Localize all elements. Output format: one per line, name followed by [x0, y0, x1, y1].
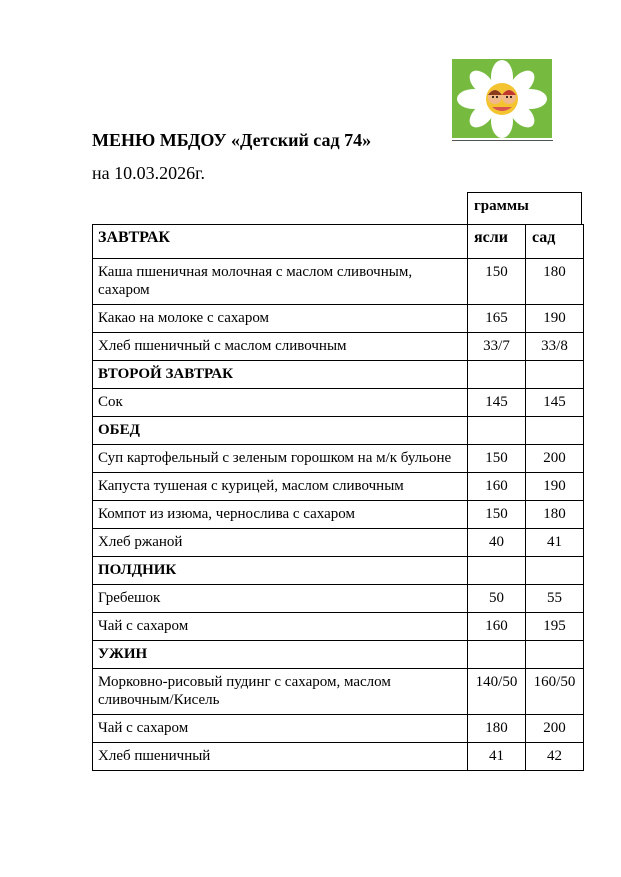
empty-cell: [526, 557, 584, 585]
portion-kindergarten: 195: [526, 613, 584, 641]
dish-name: Чай с сахаром: [93, 715, 468, 743]
dish-name: Какао на молоке с сахаром: [93, 305, 468, 333]
portion-nursery: 150: [468, 259, 526, 305]
portion-kindergarten: 41: [526, 529, 584, 557]
kindergarten-logo: [452, 59, 552, 138]
dish-name: Хлеб пшеничный: [93, 743, 468, 771]
section-heading: ОБЕД: [93, 417, 468, 445]
table-row: [93, 473, 584, 501]
column-header-kindergarten: сад: [526, 225, 584, 259]
portion-kindergarten: 190: [526, 473, 584, 501]
portion-nursery: 40: [468, 529, 526, 557]
logo-underline: [452, 140, 553, 141]
dish-name: Капуста тушеная с курицей, маслом сливочным: [93, 473, 468, 501]
flower-logo-icon: [452, 59, 552, 138]
empty-cell: [468, 641, 526, 669]
section-row: [93, 417, 584, 445]
empty-cell: [468, 361, 526, 389]
portion-kindergarten: 55: [526, 585, 584, 613]
empty-cell: [468, 417, 526, 445]
dish-name: Каша пшеничная молочная с маслом сливочным, сахаром: [93, 259, 468, 305]
table-row: [93, 305, 584, 333]
table-row: [93, 333, 584, 361]
empty-cell: [468, 557, 526, 585]
portion-nursery: 150: [468, 445, 526, 473]
portion-nursery: 145: [468, 389, 526, 417]
dish-name: Гребешок: [93, 585, 468, 613]
table-row: [93, 529, 584, 557]
table-row: [93, 715, 584, 743]
dish-name: Суп картофельный с зеленым горошком на м/к бульоне: [93, 445, 468, 473]
dish-name: Компот из изюма, чернослива с сахаром: [93, 501, 468, 529]
portion-nursery: 33/7: [468, 333, 526, 361]
section-heading: ПОЛДНИК: [93, 557, 468, 585]
dish-name: Морковно-рисовый пудинг с сахаром, маслом сливочным/Кисель: [93, 669, 468, 715]
dish-name: Чай с сахаром: [93, 613, 468, 641]
section-heading: ВТОРОЙ ЗАВТРАК: [93, 361, 468, 389]
dish-name: Хлеб ржаной: [93, 529, 468, 557]
section-heading: УЖИН: [93, 641, 468, 669]
empty-cell: [526, 361, 584, 389]
table-row: [93, 501, 584, 529]
portion-kindergarten: 145: [526, 389, 584, 417]
portion-nursery: 160: [468, 613, 526, 641]
empty-cell: [526, 417, 584, 445]
empty-cell: [526, 641, 584, 669]
menu-table-body: [93, 225, 584, 771]
column-header-nursery: ясли: [468, 225, 526, 259]
portion-kindergarten: 33/8: [526, 333, 584, 361]
table-row: [93, 259, 584, 305]
table-row: [93, 669, 584, 715]
portion-nursery: 50: [468, 585, 526, 613]
portion-nursery: 41: [468, 743, 526, 771]
portion-kindergarten: 190: [526, 305, 584, 333]
table-row: [93, 389, 584, 417]
section-row: [93, 557, 584, 585]
dish-name: Хлеб пшеничный с маслом сливочным: [93, 333, 468, 361]
portion-nursery: 140/50: [468, 669, 526, 715]
portion-kindergarten: 200: [526, 715, 584, 743]
section-heading: ЗАВТРАК: [93, 225, 468, 259]
section-row: [93, 641, 584, 669]
portion-kindergarten: 200: [526, 445, 584, 473]
page-title: МЕНЮ МБДОУ «Детский сад 74»: [92, 130, 372, 150]
portion-kindergarten: 42: [526, 743, 584, 771]
portion-kindergarten: 180: [526, 259, 584, 305]
portion-kindergarten: 160/50: [526, 669, 584, 715]
table-row: [93, 613, 584, 641]
menu-table: [92, 224, 584, 771]
table-row: [93, 585, 584, 613]
table-row: [93, 743, 584, 771]
portion-nursery: 180: [468, 715, 526, 743]
section-row: [93, 361, 584, 389]
table-row: [93, 445, 584, 473]
dish-name: Сок: [93, 389, 468, 417]
menu-date: на 10.03.2026г.: [92, 163, 205, 183]
table-header-row: [93, 225, 584, 259]
portion-kindergarten: 180: [526, 501, 584, 529]
grams-header: граммы: [467, 192, 582, 224]
portion-nursery: 150: [468, 501, 526, 529]
portion-nursery: 160: [468, 473, 526, 501]
portion-nursery: 165: [468, 305, 526, 333]
